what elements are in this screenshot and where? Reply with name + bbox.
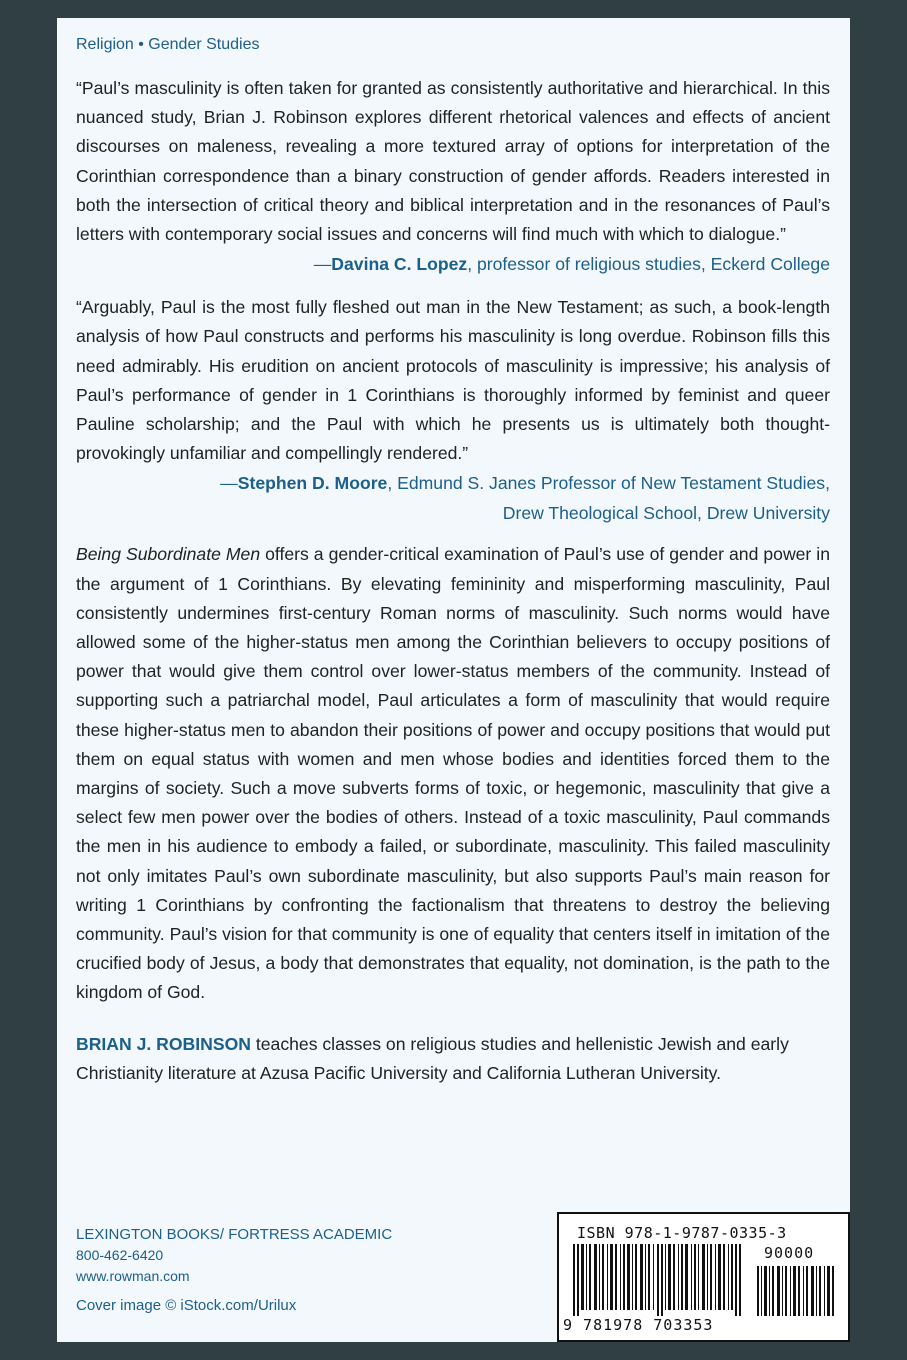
category-label: Religion • Gender Studies xyxy=(76,36,260,53)
endorsement-attribution-1 xyxy=(76,249,830,279)
author-bio xyxy=(76,1030,830,1088)
endorsement-attribution-2 xyxy=(76,468,830,528)
book-description xyxy=(76,540,830,1007)
author-bio-text: teaches classes on religious studies and hellenistic Jewish and early Christianity literature at Azusa Pacific University and California Lutheran University. xyxy=(76,1033,789,1083)
endorser-title: , professor of religious studies, Eckerd College xyxy=(467,254,830,275)
isbn-text: ISBN 978-1-9787-0335-3 xyxy=(577,1224,787,1242)
endorser-name: Davina C. Lopez xyxy=(331,254,468,275)
publisher-info xyxy=(76,1224,392,1316)
endorsement-quote-1: “Paul’s masculinity is often taken for granted as consistently authoritative and hierarchical. In this nuanced study, Brian J. Robinson explores different rhetorical valences and effects of ancient discourses on maleness, revealing a more textured array of options for interpretation of the Corinthian correspondence than a binary construction of gender affords. Readers interested in both the intersection of critical theory and biblical interpretation and in the resonances of Paul’s letters with contemporary social issues and concerns will find much with which to dialogue.” xyxy=(76,78,830,245)
publisher-name: LEXINGTON BOOKS/ FORTRESS ACADEMIC xyxy=(76,1226,393,1243)
endorser-title: , Edmund S. Janes Professor of New Testament Studies, xyxy=(387,473,830,494)
endorsement-quote-2: “Arguably, Paul is the most fully fleshed out man in the New Testament; as such, a book-length analysis of how Paul constructs and performs his masculinity is long overdue. Robinson fills this need admirably. His erudition on ancient protocols of masculinity is impressive; his analysis of Paul’s performance of gender in 1 Corinthians is thoroughly informed by feminist and queer Pauline scholarship; and the Paul with which he presents us is ultimately both thought-provokingly unfamiliar and compellingly rendered.” xyxy=(76,297,830,464)
publisher-phone: 800-462-6420 xyxy=(76,1247,164,1263)
barcode-digits: 9 781978 703353 xyxy=(563,1316,714,1334)
book-title: Being Subordinate Men xyxy=(76,544,261,565)
barcode-price-code: 90000 xyxy=(764,1244,815,1262)
attribution-dash: — xyxy=(220,473,238,494)
cover-credit: Cover image © iStock.com/Urilux xyxy=(76,1297,297,1314)
attribution-dash: — xyxy=(313,254,332,275)
isbn-barcode xyxy=(557,1212,850,1342)
back-cover-panel xyxy=(57,18,850,1342)
endorser-name: Stephen D. Moore xyxy=(237,473,388,494)
description-text: offers a gender-critical examination of Paul’s use of gender and power in the argument of 1 Corinthians. By elevating femininity and misperforming masculinity, Paul consistently undermines first-century Roman norms of masculinity. Such norms would have allowed some of the higher-status men among the Corinthian believers to occupy positions of power that would give them control over lower-status members of the community. Instead of supporting such a patriarchal model, Paul articulates a form of masculinity that would require these higher-status men to abandon their positions of power and occupy positions that would put them on equal status with women and men whose bodies and identities forced them to the margins of society. Such a move subverts forms of toxic, or hegemonic, masculinity that give a select few men power over the bodies of others. Instead of a toxic masculinity, Paul commands the men in his audience to embody a failed, or subordinate, masculinity. This failed masculinity not only imitates Paul’s own subordinate masculinity, but also supports Paul’s main reason for writing 1 Corinthians by confronting the factionalism that threatens to destroy the believing community. Paul’s vision for that community is one of equality that centers itself in imitation of the crucified body of Jesus, a body that demonstrates that equality, not domination, is the path to the kingdom of God. xyxy=(76,544,830,1003)
endorser-title-line2: Drew Theological School, Drew University xyxy=(502,503,830,524)
author-name: BRIAN J. ROBINSON xyxy=(76,1033,251,1054)
publisher-website: www.rowman.com xyxy=(76,1268,190,1284)
